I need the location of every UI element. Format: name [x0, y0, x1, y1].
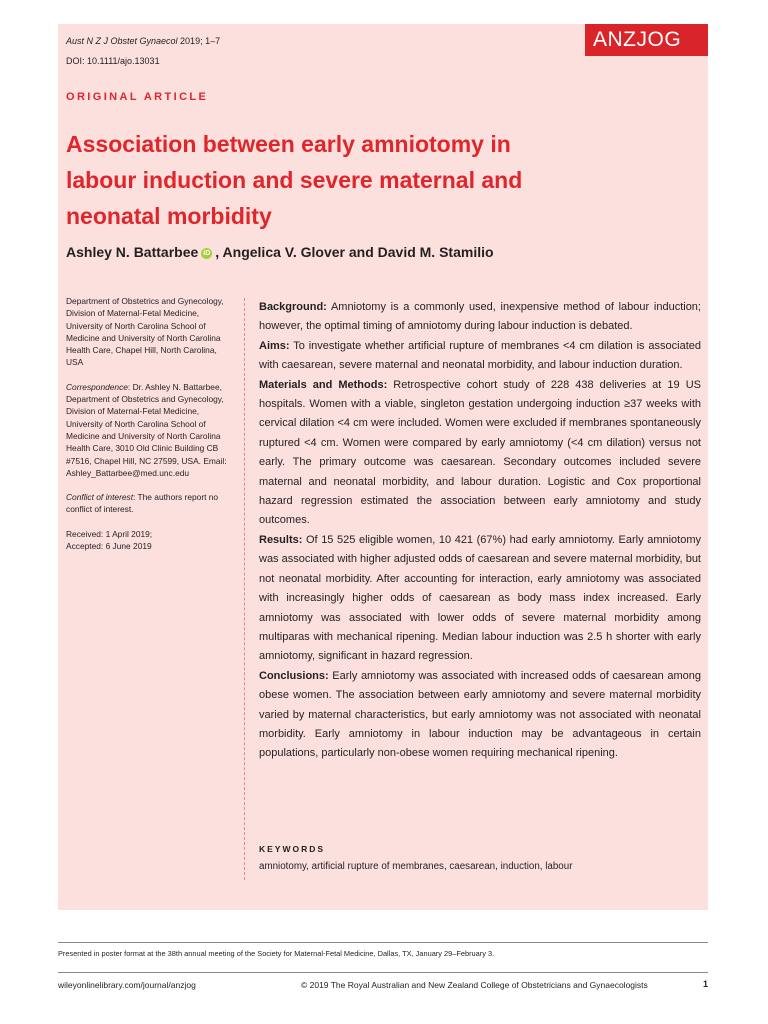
- abstract-results: [259, 531, 701, 667]
- article-title: Association between early amniotomy in labour induction and severe maternal and neonatal morbidity: [66, 131, 523, 229]
- orcid-icon[interactable]: iD: [203, 250, 211, 257]
- conflict-text: : The authors report no conflict of interest.: [66, 492, 219, 515]
- conflict-label: Conflict of interest: [66, 492, 134, 503]
- author-first[interactable]: Ashley N. Battarbee: [66, 244, 199, 260]
- footer-divider: [58, 972, 708, 973]
- background-text: Amniotomy is a commonly used, inexpensive method of labour induction; however, the optimal timing of amniotomy during labour induction is debated.: [259, 301, 701, 333]
- abstract-background: [259, 298, 701, 337]
- accepted-date: Accepted: 6 June 2019: [66, 541, 152, 552]
- presentation-footnote: Presented in poster format at the 38th annual meeting of the Society for Maternal-Fetal Medicine, Dallas, TX, January 29–February 3.: [58, 949, 495, 958]
- abstract-conclusions: [259, 667, 701, 764]
- conclusions-text: Early amniotomy was associated with increased odds of caesarean among obese women. The association between early amniotomy and severe maternal morbidity varied by maternal characteristics, but early amniotomy was not associated with neonatal morbidity. Early amniotomy in labour induction may be advantageous in certain populations, particularly non-obese women requiring mechanical ripening.: [259, 669, 701, 760]
- journal-year-pages: 2019; 1–7: [177, 36, 221, 46]
- methods-text: Retrospective cohort study of 228 438 deliveries at 19 US hospitals. Women with a viable, singleton gestation undergoing induction ≥37 weeks with cervical dilation <4 cm were included. Women were excluded if membranes spontaneously ruptured <4 cm. Women were compared by early amniotomy (<4 cm dilation) versus not early. The primary outcome was caesarean. Secondary outcomes included severe maternal and neonatal morbidity, and labour duration. Logistic and Cox proportional hazard regression estimated the association between early amniotomy and study outcomes.: [259, 378, 701, 527]
- conflict-block: [66, 491, 234, 516]
- journal-logo: ANZJOG: [585, 24, 708, 56]
- page-number: 1: [703, 979, 709, 989]
- doi-link[interactable]: DOI: 10.1111/ajo.13031: [66, 56, 160, 66]
- affiliation-text: Department of Obstetrics and Gynecology, Division of Maternal-Fetal Medicine, University of North Carolina School of Medicine and University of North Carolina Health Care, Chapel Hill, North Carolina, USA: [66, 296, 224, 368]
- abstract-aims: [259, 337, 701, 376]
- journal-citation: [66, 36, 220, 46]
- journal-name: Aust N Z J Obstet Gynaecol: [66, 36, 178, 46]
- methods-label: Materials and Methods:: [259, 378, 388, 391]
- journal-website-link[interactable]: wileyonlinelibrary.com/journal/anzjog: [58, 980, 196, 990]
- keywords-heading: KEYWORDS: [259, 844, 326, 854]
- copyright-notice: © 2019 The Royal Australian and New Zealand College of Obstetricians and Gynaecologists: [301, 980, 648, 990]
- author-others: , Angelica V. Glover and David M. Stamilio: [215, 244, 494, 260]
- results-text: Of 15 525 eligible women, 10 421 (67%) had early amniotomy. Early amniotomy was associated with higher adjusted odds of caesarean and severe maternal morbidity, but not neonatal morbidity. After accounting for interaction, early amniotomy was associated with increasingly higher odds of caesarean as body mass index increased. Early amniotomy was associated with lower odds of severe maternal morbidity among multiparas with mechanical ripening. Median labour induction was 2.5 h shorter with early amniotomy, significant in hazard regression.: [259, 533, 701, 663]
- results-label: Results:: [259, 533, 303, 546]
- abstract-methods: [259, 376, 701, 531]
- received-date: Received: 1 April 2019;: [66, 528, 153, 539]
- keywords-list: amniotomy, artificial rupture of membranes, caesarean, induction, labour: [259, 861, 573, 872]
- article-type-label: ORIGINAL ARTICLE: [66, 91, 209, 103]
- column-divider: [244, 298, 245, 880]
- footnote-divider: [58, 942, 708, 943]
- aims-text: To investigate whether artificial rupture of membranes <4 cm dilation is associated with caesarean, severe maternal and neonatal morbidity, and labour induction duration.: [259, 339, 701, 372]
- aims-label: Aims:: [259, 339, 290, 352]
- conclusions-label: Conclusions:: [259, 669, 329, 682]
- correspondence-label: Correspondence: [66, 381, 128, 392]
- background-label: Background:: [259, 301, 327, 313]
- article-info-sidebar: [66, 295, 234, 552]
- abstract: [259, 298, 701, 764]
- author-list: [66, 244, 494, 260]
- correspondence-block: [66, 381, 234, 479]
- correspondence-text: : Dr. Ashley N. Battarbee, Department of Obstetrics and Gynecology, Division of Maternal-Fetal Medicine, University of North Carolina School of Medicine and University of North Carolina Health Care, 3010 Old Clinic Building CB #7516, Chapel Hill, NC 27599, USA. Email: Ashley_Battarbee@med.unc.edu: [66, 381, 227, 478]
